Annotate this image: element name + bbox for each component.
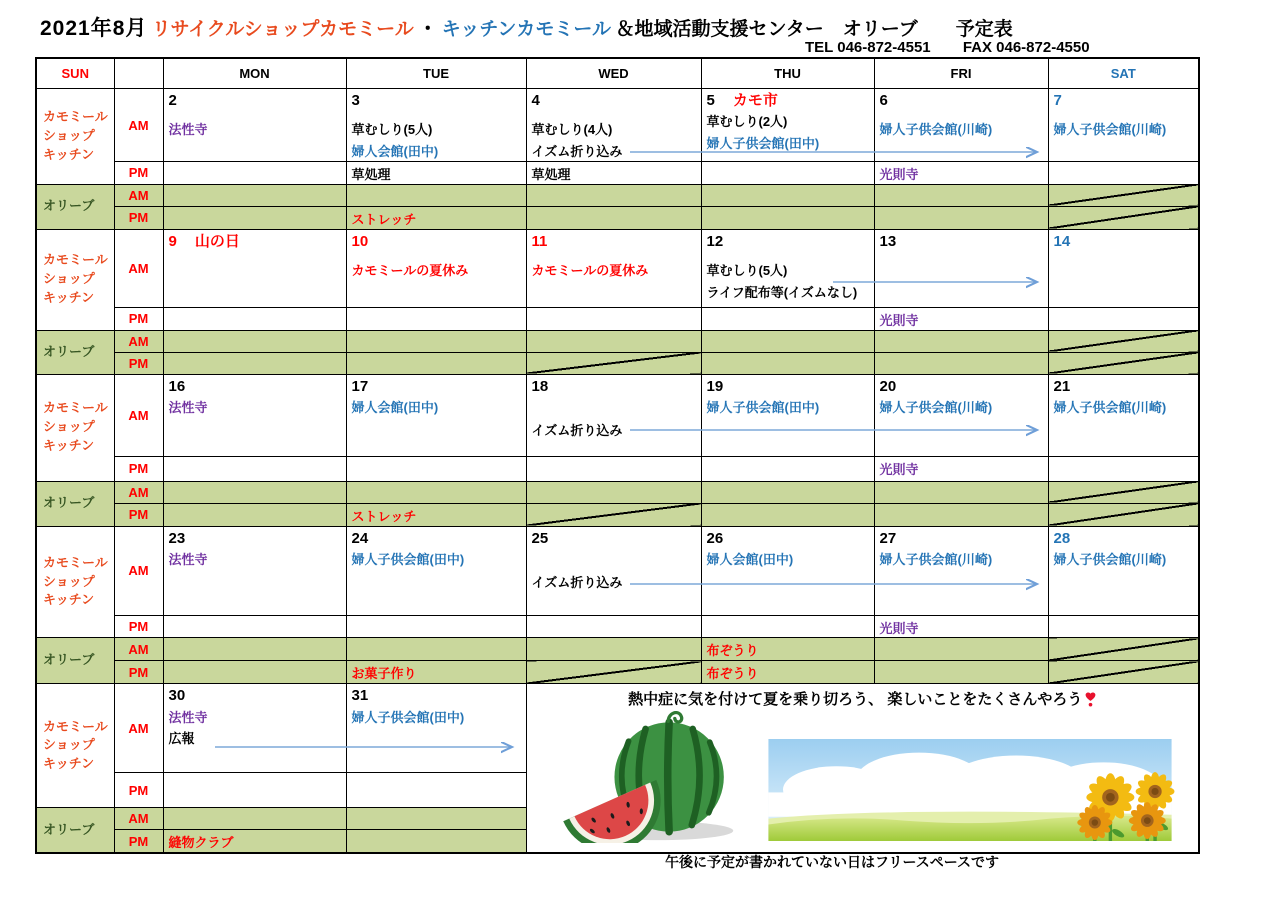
cell-olive-am-fri [874,481,1048,503]
event-entry: 布ぞうり [706,643,759,659]
cell-olive-am-sat [1048,330,1199,352]
sunflower-field-illustration [765,739,1175,841]
cell-pm-mon [163,773,346,808]
cell-olive-pm-wed [526,352,701,374]
cell-olive-pm-mon [163,206,346,229]
cell-olive-pm-fri [874,352,1048,374]
cell-am-wed [526,89,701,162]
am-label: AM [114,481,163,503]
group-label-chamomile [36,229,114,330]
watermelon-illustration [555,711,755,843]
event-entry: 婦人子供会館(田中) [351,551,465,567]
event-entry: ストレッチ [351,211,417,227]
cell-olive-am-mon [163,808,346,830]
cell-olive-am-tue [346,808,526,830]
group-label-line: カモミール [43,109,108,125]
cell-am-sat [1048,89,1199,162]
cell-olive-pm-mon [163,352,346,374]
pm-label: PM [114,830,163,853]
date-number: 24 [351,529,369,547]
group-label-line: ショップ [43,573,95,589]
cell-pm-mon [163,456,346,481]
group-label-olive: オリーブ [36,330,114,374]
event-entry: イズム折り込み [531,144,623,160]
date-number: 18 [531,377,549,395]
cell-olive-pm-sat [1048,503,1199,526]
cell-am-wed [526,229,701,307]
cell-olive-am-tue [346,184,526,206]
event-entry: 光則寺 [879,461,919,477]
event-entry: 草むしり(2人) [706,114,788,130]
am-label: AM [114,330,163,352]
cell-olive-pm-thu [701,352,874,374]
cell-olive-am-tue [346,638,526,661]
cell-am-sat [1048,374,1199,456]
date-number: 19 [706,377,724,395]
col-header-blank [114,58,163,89]
cell-olive-pm-mon [163,661,346,684]
cell-olive-pm-thu [701,503,874,526]
cell-am-tue [346,374,526,456]
date-number: 7 [1053,92,1062,109]
date-number: 27 [879,529,897,547]
cell-am-sat [1048,229,1199,307]
cell-olive-am-thu [701,330,874,352]
date-number: 20 [879,377,897,395]
illustration-row [527,711,1199,843]
week-1-olive-am-row [36,184,1199,206]
event-entry: 婦人会館(田中) [351,144,439,160]
date-number: 30 [168,687,186,705]
group-label-line: ショップ [43,271,95,287]
cell-olive-am-tue [346,330,526,352]
cell-am-wed [526,526,701,615]
cell-pm-tue [346,456,526,481]
cell-olive-pm-fri [874,206,1048,229]
cell-am-mon [163,229,346,307]
week-3-olive-pm-row [36,503,1199,526]
week-3-am-row [36,374,1199,456]
cell-am-mon [163,374,346,456]
week-4-olive-am-row [36,638,1199,661]
cell-am-tue [346,684,526,773]
cell-olive-am-wed [526,330,701,352]
week-1-pm-row [36,162,1199,185]
week-1-am-row [36,89,1199,162]
group-label-line: カモミール [43,554,108,570]
am-label: AM [114,184,163,206]
cell-olive-pm-tue [346,352,526,374]
cell-am-tue [346,526,526,615]
contact-info [805,39,1118,56]
event-entry: 光則寺 [879,167,919,183]
schedule-table [35,57,1200,854]
group-label-line: ショップ [43,737,95,753]
cell-pm-fri [874,307,1048,330]
event-entry: 婦人子供会館(川崎) [1053,122,1167,138]
date-number: 12 [706,232,724,250]
event-entry: 婦人子供会館(川崎) [879,399,993,415]
cell-pm-wed [526,456,701,481]
col-header-tue: TUE [346,58,526,89]
cell-pm-thu [701,307,874,330]
cell-am-fri [874,89,1048,162]
event-entry: イズム折り込み [531,574,623,590]
col-header-sun: SUN [36,58,114,89]
cell-olive-pm-tue [346,206,526,229]
cell-olive-pm-wed [526,503,701,526]
pm-label: PM [114,456,163,481]
event-entry: 光則寺 [879,312,919,328]
cell-olive-am-wed [526,184,701,206]
week-3-pm-row [36,456,1199,481]
event-entry: 婦人子供会館(田中) [351,709,465,725]
cell-am-mon [163,684,346,773]
cell-pm-mon [163,615,346,638]
cell-olive-pm-sat [1048,661,1199,684]
cell-am-thu [701,229,874,307]
cell-olive-am-mon [163,638,346,661]
event-entry: 縫物クラブ [168,835,234,851]
cell-olive-am-thu [701,481,874,503]
event-entry: 草むしり(5人) [351,122,433,138]
event-entry: 婦人会館(田中) [351,399,439,415]
cell-olive-am-mon [163,481,346,503]
week-2-pm-row [36,307,1199,330]
cell-pm-sat [1048,307,1199,330]
event-entry: 草むしり(4人) [531,122,613,138]
cell-pm-tue [346,615,526,638]
event-entry: イズム折り込み [531,422,623,438]
am-label: AM [114,808,163,830]
cell-olive-pm-thu [701,661,874,684]
cell-am-fri [874,526,1048,615]
cell-am-thu [701,89,874,162]
date-number: 11 [531,232,548,250]
group-label-line: キッチン [43,592,95,608]
event-entry: 法性寺 [168,399,208,415]
weekday-header-row [36,58,1199,89]
event-entry: 草処理 [351,167,391,183]
group-label-olive: オリーブ [36,184,114,229]
event-entry: 草処理 [531,167,571,183]
cell-olive-pm-mon [163,830,346,853]
cell-olive-am-mon [163,184,346,206]
group-label-chamomile [36,374,114,481]
cell-pm-thu [701,456,874,481]
message-cell [526,684,1199,853]
date-number: 31 [351,687,369,705]
col-header-wed: WED [526,58,701,89]
date-number: 23 [168,529,186,547]
cell-pm-wed [526,162,701,185]
date-label: カモ市 [732,92,778,109]
cell-pm-thu [701,615,874,638]
cell-olive-pm-thu [701,206,874,229]
group-label-chamomile [36,89,114,185]
group-label-line: カモミール [43,718,108,734]
col-header-mon: MON [163,58,346,89]
cell-pm-wed [526,307,701,330]
cell-olive-am-fri [874,330,1048,352]
date-number: 6 [879,92,888,109]
cell-pm-wed [526,615,701,638]
date-number: 14 [1053,232,1071,250]
pm-label: PM [114,661,163,684]
date-number: 16 [168,377,186,395]
cell-olive-am-tue [346,481,526,503]
cell-olive-pm-tue [346,661,526,684]
am-label: AM [114,229,163,307]
footer-note: 午後に予定が書かれていない日はフリースペースです [665,854,1000,870]
cell-am-mon [163,89,346,162]
cell-pm-sat [1048,162,1199,185]
cell-am-fri [874,374,1048,456]
event-entry: 婦人子供会館(田中) [706,136,820,152]
cell-am-wed [526,374,701,456]
cell-olive-am-sat [1048,638,1199,661]
event-entry: ストレッチ [351,508,417,524]
cell-pm-fri [874,615,1048,638]
cell-olive-am-sat [1048,481,1199,503]
date-number: 26 [706,529,724,547]
cell-olive-am-sat [1048,184,1199,206]
group-label-line: カモミール [43,400,108,416]
event-entry: 広報 [168,731,195,747]
cell-olive-pm-mon [163,503,346,526]
cell-pm-mon [163,307,346,330]
group-label-olive: オリーブ [36,808,114,853]
cell-pm-mon [163,162,346,185]
cell-olive-pm-sat [1048,352,1199,374]
cell-olive-am-thu [701,184,874,206]
cell-olive-pm-sat [1048,206,1199,229]
week-2-olive-am-row [36,330,1199,352]
cell-olive-am-wed [526,638,701,661]
week-2-am-row [36,229,1199,307]
title-separator: ・ [418,19,438,40]
week-4-olive-pm-row [36,661,1199,684]
date-number: 21 [1053,377,1071,395]
tel-number: TEL 046-872-4551 [805,39,931,56]
cell-pm-tue [346,773,526,808]
group-label-line: キッチン [43,438,95,454]
pm-label: PM [114,307,163,330]
event-entry: 法性寺 [168,709,208,725]
group-label-line: ショップ [43,128,95,144]
date-number: 2 [168,92,177,109]
cell-olive-am-wed [526,481,701,503]
date-label: 山の日 [194,232,240,250]
cell-pm-tue [346,162,526,185]
summer-message-text: 熱中症に気を付けて夏を乗り切ろう、 楽しいことをたくさんやろう [628,691,1083,709]
group-label-olive: オリーブ [36,481,114,526]
col-header-fri: FRI [874,58,1048,89]
pm-label: PM [114,206,163,229]
group-label-line: キッチン [43,290,95,306]
cell-olive-pm-tue [346,830,526,853]
date-number: 4 [531,92,540,109]
cell-am-tue [346,89,526,162]
event-entry: 婦人子供会館(川崎) [879,122,993,138]
cell-olive-pm-wed [526,661,701,684]
am-label: AM [114,89,163,162]
cell-am-thu [701,374,874,456]
cell-pm-sat [1048,615,1199,638]
event-entry: カモミールの夏休み [531,263,649,279]
group-label-line: キッチン [43,756,95,772]
week-3-olive-am-row [36,481,1199,503]
date-number: 10 [351,232,369,250]
cell-pm-fri [874,162,1048,185]
cell-olive-am-mon [163,330,346,352]
date-number: 25 [531,529,549,547]
fax-number: FAX 046-872-4550 [962,39,1090,56]
am-label: AM [114,638,163,661]
heart-exclamation-icon [1085,691,1096,707]
cell-am-tue [346,229,526,307]
summer-message [527,684,1199,709]
group-label-line: カモミール [43,252,108,268]
event-entry: 婦人子供会館(川崎) [1053,399,1167,415]
group-label-olive: オリーブ [36,638,114,684]
date-number: 3 [351,92,360,109]
event-entry: お菓子作り [351,666,417,682]
group-label-chamomile [36,684,114,808]
cell-am-fri [874,229,1048,307]
event-entry: ライフ配布等(イズムなし) [706,284,858,300]
cell-olive-am-fri [874,638,1048,661]
am-label: AM [114,526,163,615]
date-number: 5 カモ市 [706,92,778,109]
pm-label: PM [114,352,163,374]
week-2-olive-pm-row [36,352,1199,374]
date-number: 28 [1053,529,1071,547]
cell-olive-pm-fri [874,661,1048,684]
week-4-pm-row [36,615,1199,638]
date-number: 9 山の日 [168,232,240,250]
event-entry: 法性寺 [168,122,208,138]
event-entry: 布ぞうり [706,666,759,682]
event-entry: 婦人子供会館(川崎) [1053,551,1167,567]
cell-am-sat [1048,526,1199,615]
cell-pm-tue [346,307,526,330]
date-number: 17 [351,377,369,395]
cell-pm-fri [874,456,1048,481]
cell-am-thu [701,526,874,615]
title-shop-name: リサイクルショップカモミール [151,19,414,40]
event-entry: 婦人子供会館(川崎) [879,551,993,567]
group-label-line: キッチン [43,146,95,162]
cell-olive-am-thu [701,638,874,661]
week-1-olive-pm-row [36,206,1199,229]
group-label-chamomile [36,526,114,638]
col-header-thu: THU [701,58,874,89]
pm-label: PM [114,615,163,638]
title-kitchen-name: キッチンカモミール [441,19,611,40]
event-entry: 婦人会館(田中) [706,551,794,567]
week-5-am-row [36,684,1199,773]
cell-pm-sat [1048,456,1199,481]
event-entry: 光則寺 [879,620,919,636]
pm-label: PM [114,503,163,526]
col-header-sat: SAT [1048,58,1199,89]
event-entry: 草むしり(5人) [706,263,788,279]
cell-am-mon [163,526,346,615]
date-number: 13 [879,232,897,250]
cell-olive-pm-tue [346,503,526,526]
am-label: AM [114,684,163,773]
cell-olive-pm-fri [874,503,1048,526]
event-entry: 婦人子供会館(田中) [706,399,820,415]
cell-olive-pm-wed [526,206,701,229]
page-title [40,12,1013,42]
cell-olive-am-fri [874,184,1048,206]
event-entry: 法性寺 [168,551,208,567]
title-rest: ＆地域活動支援センター オリーブ 予定表 [615,19,1013,40]
pm-label: PM [114,773,163,808]
week-4-am-row [36,526,1199,615]
pm-label: PM [114,162,163,185]
am-label: AM [114,374,163,456]
cell-pm-thu [701,162,874,185]
group-label-line: ショップ [43,419,95,435]
title-year-month: 2021年8月 [40,17,148,40]
event-entry: カモミールの夏休み [351,263,469,279]
